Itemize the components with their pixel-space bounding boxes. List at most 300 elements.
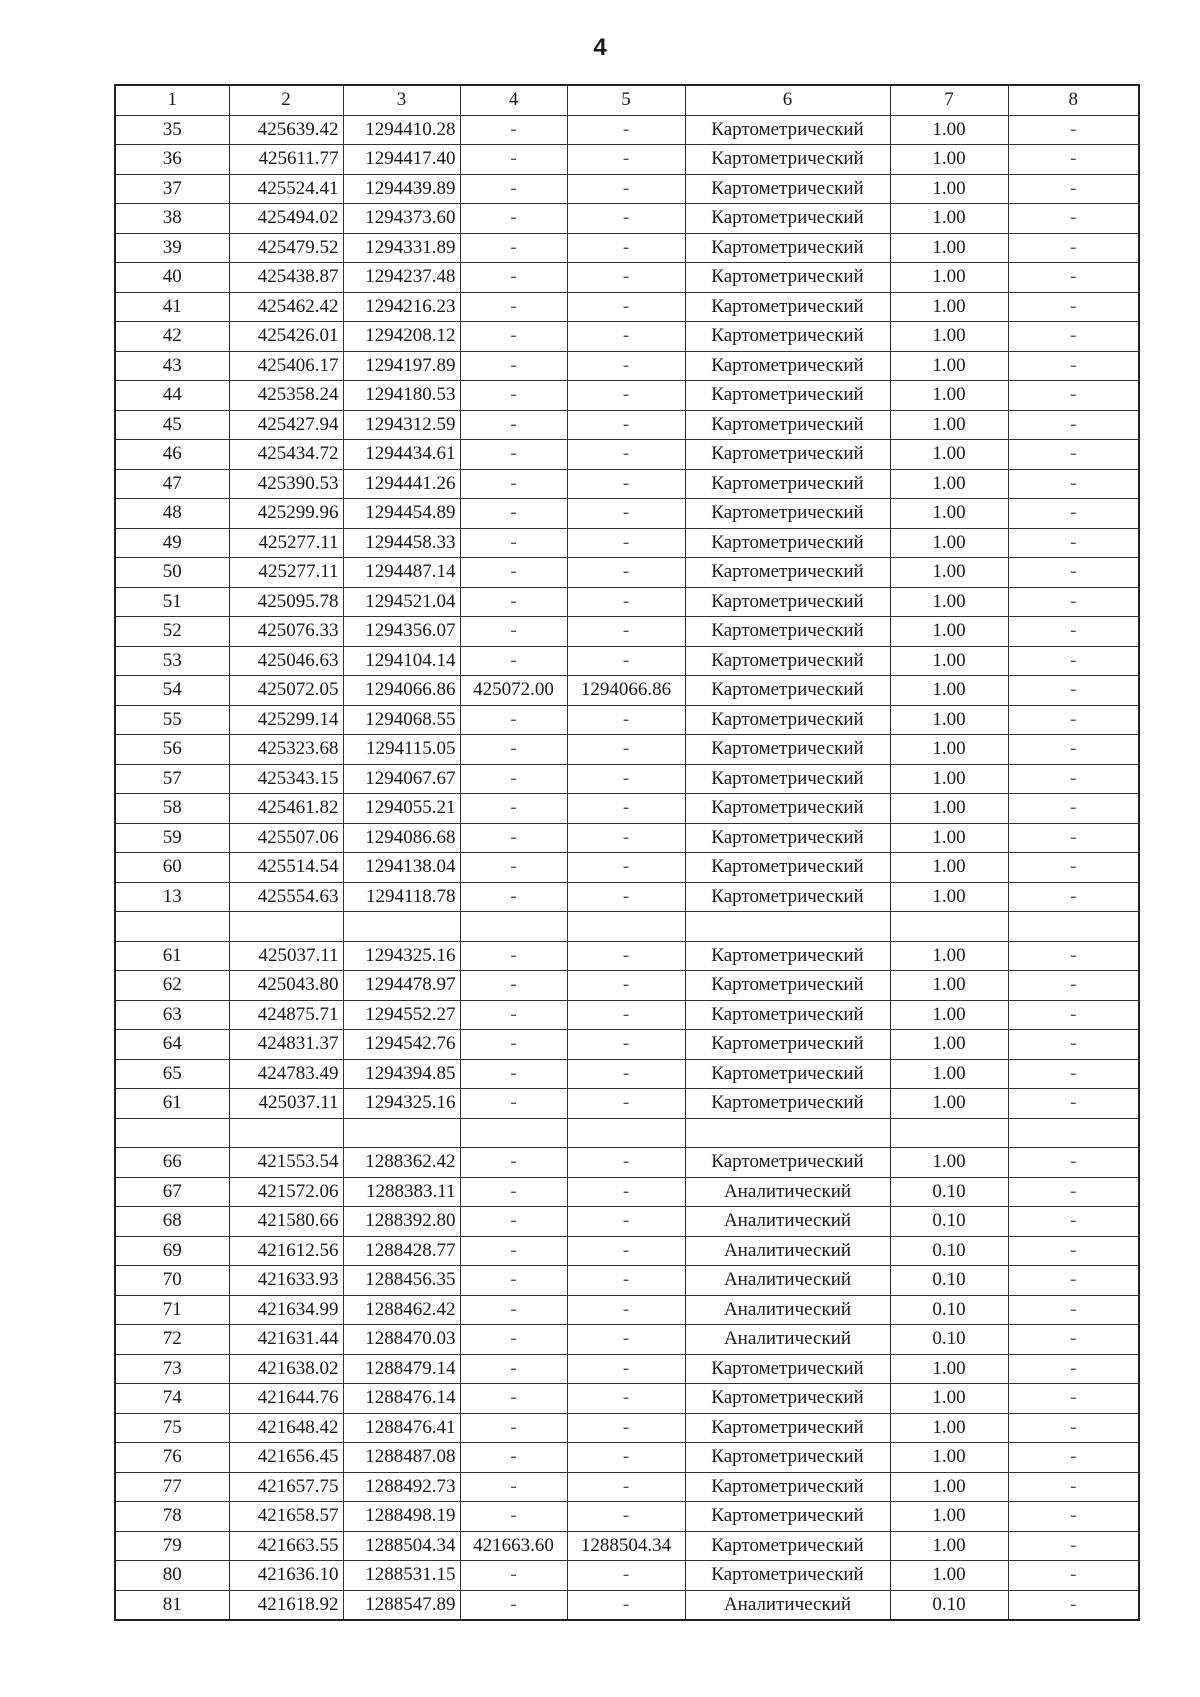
table-row — [115, 1295, 1139, 1325]
cell-y-old: - — [567, 440, 685, 470]
cell-y-old: - — [567, 410, 685, 440]
cell-point-number: 80 — [115, 1561, 229, 1591]
cell-y-old: - — [567, 1266, 685, 1296]
cell-x-old: - — [460, 1000, 567, 1030]
cell-method: Аналитический — [685, 1236, 890, 1266]
cell-x-old: - — [460, 1030, 567, 1060]
cell-description: - — [1008, 1295, 1139, 1325]
cell-y-old: 1288504.34 — [567, 1531, 685, 1561]
cell-method: Картометрический — [685, 528, 890, 558]
cell-x-old: - — [460, 1384, 567, 1414]
column-header-accuracy: 7 — [890, 85, 1008, 115]
cell-y-old: - — [567, 971, 685, 1001]
column-header-y: 3 — [343, 85, 460, 115]
cell-y-old: - — [567, 617, 685, 647]
cell-x-old: - — [460, 1089, 567, 1119]
cell-accuracy: 1.00 — [890, 410, 1008, 440]
cell-x-old: - — [460, 263, 567, 293]
cell-accuracy: 1.00 — [890, 1472, 1008, 1502]
cell-point-number: 75 — [115, 1413, 229, 1443]
cell-accuracy: 0.10 — [890, 1236, 1008, 1266]
cell-y: 1294441.26 — [343, 469, 460, 499]
cell-x: 425299.14 — [229, 705, 343, 735]
cell-description: - — [1008, 1059, 1139, 1089]
table-row — [115, 735, 1139, 765]
cell-method: Картометрический — [685, 676, 890, 706]
table-row — [115, 410, 1139, 440]
cell-description: - — [1008, 1354, 1139, 1384]
cell-x-old: - — [460, 1590, 567, 1620]
cell-accuracy: 1.00 — [890, 705, 1008, 735]
cell-x: 425434.72 — [229, 440, 343, 470]
cell-x-old: - — [460, 1354, 567, 1384]
cell-method: Картометрический — [685, 410, 890, 440]
cell-accuracy: 1.00 — [890, 617, 1008, 647]
cell-description: - — [1008, 1266, 1139, 1296]
cell-accuracy: 1.00 — [890, 1000, 1008, 1030]
cell-point-number: 66 — [115, 1148, 229, 1178]
cell-method: Картометрический — [685, 558, 890, 588]
cell-point-number: 47 — [115, 469, 229, 499]
cell-x-old: - — [460, 823, 567, 853]
cell-description: - — [1008, 292, 1139, 322]
cell-point-number: 50 — [115, 558, 229, 588]
cell-y: 1294454.89 — [343, 499, 460, 529]
cell-y: 1294458.33 — [343, 528, 460, 558]
cell-y-old: - — [567, 882, 685, 912]
cell-y-old: - — [567, 499, 685, 529]
cell-x-old: - — [460, 410, 567, 440]
table-body — [115, 115, 1139, 1620]
cell-point-number: 43 — [115, 351, 229, 381]
cell-method: Картометрический — [685, 322, 890, 352]
cell-method: Аналитический — [685, 1207, 890, 1237]
cell-y: 1294325.16 — [343, 1089, 460, 1119]
cell-x-old: - — [460, 794, 567, 824]
cell-method: Картометрический — [685, 1502, 890, 1532]
cell-description: - — [1008, 794, 1139, 824]
cell-description: - — [1008, 174, 1139, 204]
cell-point-number: 62 — [115, 971, 229, 1001]
cell-x-old: - — [460, 882, 567, 912]
cell-point-number: 73 — [115, 1354, 229, 1384]
table-row — [115, 1590, 1139, 1620]
table-row — [115, 528, 1139, 558]
cell-method: Картометрический — [685, 646, 890, 676]
cell-x-old: - — [460, 617, 567, 647]
cell-y-old: - — [567, 351, 685, 381]
cell-y-old: - — [567, 1443, 685, 1473]
cell-accuracy: 0.10 — [890, 1177, 1008, 1207]
cell-x-old: - — [460, 735, 567, 765]
cell-y-old: - — [567, 1207, 685, 1237]
cell-method: Картометрический — [685, 941, 890, 971]
cell-method: Картометрический — [685, 440, 890, 470]
table-row — [115, 499, 1139, 529]
cell-method: Аналитический — [685, 1325, 890, 1355]
cell-accuracy: 1.00 — [890, 971, 1008, 1001]
cell-accuracy: 0.10 — [890, 1590, 1008, 1620]
cell-method: Аналитический — [685, 1295, 890, 1325]
cell-x: 425277.11 — [229, 558, 343, 588]
cell-point-number: 63 — [115, 1000, 229, 1030]
table-row — [115, 823, 1139, 853]
cell-point-number: 74 — [115, 1384, 229, 1414]
table-row — [115, 1148, 1139, 1178]
cell-point-number: 79 — [115, 1531, 229, 1561]
cell-x-old: - — [460, 1502, 567, 1532]
cell-x-old: - — [460, 1266, 567, 1296]
cell-y-old: - — [567, 705, 685, 735]
cell-accuracy: 1.00 — [890, 528, 1008, 558]
cell-x-old: - — [460, 587, 567, 617]
cell-accuracy: 1.00 — [890, 292, 1008, 322]
cell-y-old: - — [567, 381, 685, 411]
cell-point-number: 64 — [115, 1030, 229, 1060]
table-row — [115, 1443, 1139, 1473]
cell-x-old: - — [460, 764, 567, 794]
cell-x: 425043.80 — [229, 971, 343, 1001]
cell-method: Картометрический — [685, 1059, 890, 1089]
cell-y: 1288498.19 — [343, 1502, 460, 1532]
cell-method: Картометрический — [685, 1354, 890, 1384]
table-row — [115, 115, 1139, 145]
cell-method — [685, 1118, 890, 1148]
cell-accuracy: 1.00 — [890, 1030, 1008, 1060]
cell-x: 425639.42 — [229, 115, 343, 145]
table-row — [115, 381, 1139, 411]
cell-x: 424875.71 — [229, 1000, 343, 1030]
cell-method: Картометрический — [685, 381, 890, 411]
cell-description: - — [1008, 617, 1139, 647]
cell-description: - — [1008, 440, 1139, 470]
cell-x — [229, 1118, 343, 1148]
cell-method: Картометрический — [685, 1531, 890, 1561]
cell-y: 1294410.28 — [343, 115, 460, 145]
cell-description: - — [1008, 853, 1139, 883]
cell-description: - — [1008, 971, 1139, 1001]
cell-y-old: 1294066.86 — [567, 676, 685, 706]
page-number: 4 — [593, 34, 607, 61]
cell-method: Картометрический — [685, 971, 890, 1001]
cell-x-old: - — [460, 115, 567, 145]
cell-y — [343, 912, 460, 942]
cell-y-old: - — [567, 1384, 685, 1414]
cell-y: 1288462.42 — [343, 1295, 460, 1325]
cell-x-old: - — [460, 1295, 567, 1325]
cell-x-old: - — [460, 499, 567, 529]
table-header-row — [115, 85, 1139, 115]
cell-method: Картометрический — [685, 705, 890, 735]
cell-x: 425406.17 — [229, 351, 343, 381]
cell-point-number: 78 — [115, 1502, 229, 1532]
cell-description: - — [1008, 410, 1139, 440]
table-row — [115, 1472, 1139, 1502]
table-row — [115, 1236, 1139, 1266]
cell-y: 1294138.04 — [343, 853, 460, 883]
cell-description: - — [1008, 1443, 1139, 1473]
cell-point-number: 56 — [115, 735, 229, 765]
cell-accuracy: 0.10 — [890, 1295, 1008, 1325]
cell-accuracy: 1.00 — [890, 322, 1008, 352]
cell-description: - — [1008, 1236, 1139, 1266]
cell-accuracy: 1.00 — [890, 263, 1008, 293]
cell-accuracy: 1.00 — [890, 941, 1008, 971]
cell-x: 425076.33 — [229, 617, 343, 647]
cell-x-old: - — [460, 204, 567, 234]
table-row — [115, 1531, 1139, 1561]
cell-y-old: - — [567, 1295, 685, 1325]
cell-x: 425390.53 — [229, 469, 343, 499]
coordinates-table — [114, 84, 1140, 1621]
table-row — [115, 204, 1139, 234]
cell-y-old: - — [567, 1000, 685, 1030]
cell-accuracy: 1.00 — [890, 1384, 1008, 1414]
cell-accuracy: 1.00 — [890, 1354, 1008, 1384]
cell-point-number: 69 — [115, 1236, 229, 1266]
cell-y: 1288362.42 — [343, 1148, 460, 1178]
cell-accuracy: 1.00 — [890, 794, 1008, 824]
cell-accuracy: 1.00 — [890, 469, 1008, 499]
cell-y: 1288476.41 — [343, 1413, 460, 1443]
cell-y: 1294325.16 — [343, 941, 460, 971]
cell-y: 1294542.76 — [343, 1030, 460, 1060]
cell-description: - — [1008, 1590, 1139, 1620]
cell-description: - — [1008, 1177, 1139, 1207]
cell-method: Картометрический — [685, 174, 890, 204]
cell-point-number — [115, 1118, 229, 1148]
cell-point-number: 51 — [115, 587, 229, 617]
cell-method: Картометрический — [685, 882, 890, 912]
cell-method: Картометрический — [685, 1000, 890, 1030]
cell-x: 425037.11 — [229, 941, 343, 971]
table-row — [115, 1207, 1139, 1237]
cell-y: 1288392.80 — [343, 1207, 460, 1237]
cell-y: 1294115.05 — [343, 735, 460, 765]
cell-description: - — [1008, 1000, 1139, 1030]
cell-x: 425438.87 — [229, 263, 343, 293]
cell-point-number: 38 — [115, 204, 229, 234]
cell-method: Аналитический — [685, 1266, 890, 1296]
table-row — [115, 912, 1139, 942]
table-row — [115, 853, 1139, 883]
cell-accuracy — [890, 1118, 1008, 1148]
cell-description: - — [1008, 145, 1139, 175]
cell-y-old: - — [567, 1561, 685, 1591]
cell-method: Картометрический — [685, 233, 890, 263]
table-row — [115, 351, 1139, 381]
cell-accuracy: 1.00 — [890, 1148, 1008, 1178]
cell-x-old — [460, 1118, 567, 1148]
table-row — [115, 1118, 1139, 1148]
cell-x-old — [460, 912, 567, 942]
cell-x-old: - — [460, 853, 567, 883]
cell-y: 1294439.89 — [343, 174, 460, 204]
cell-y: 1294086.68 — [343, 823, 460, 853]
cell-method: Картометрический — [685, 764, 890, 794]
cell-point-number: 81 — [115, 1590, 229, 1620]
cell-description: - — [1008, 1531, 1139, 1561]
cell-y-old: - — [567, 1030, 685, 1060]
cell-point-number: 57 — [115, 764, 229, 794]
cell-y: 1294312.59 — [343, 410, 460, 440]
cell-y: 1294216.23 — [343, 292, 460, 322]
table-row — [115, 1089, 1139, 1119]
cell-x: 425358.24 — [229, 381, 343, 411]
cell-point-number: 46 — [115, 440, 229, 470]
cell-x: 421631.44 — [229, 1325, 343, 1355]
cell-y: 1294237.48 — [343, 263, 460, 293]
cell-y-old: - — [567, 1354, 685, 1384]
cell-method: Аналитический — [685, 1177, 890, 1207]
cell-y-old: - — [567, 1590, 685, 1620]
cell-point-number: 59 — [115, 823, 229, 853]
cell-accuracy: 1.00 — [890, 882, 1008, 912]
cell-method: Картометрический — [685, 587, 890, 617]
cell-y-old: - — [567, 1472, 685, 1502]
cell-accuracy: 1.00 — [890, 440, 1008, 470]
cell-method: Картометрический — [685, 1561, 890, 1591]
cell-y: 1288383.11 — [343, 1177, 460, 1207]
cell-x: 425524.41 — [229, 174, 343, 204]
cell-x: 425095.78 — [229, 587, 343, 617]
cell-point-number: 77 — [115, 1472, 229, 1502]
cell-accuracy: 1.00 — [890, 1089, 1008, 1119]
cell-y: 1294417.40 — [343, 145, 460, 175]
cell-y-old: - — [567, 823, 685, 853]
table-row — [115, 646, 1139, 676]
cell-accuracy: 0.10 — [890, 1207, 1008, 1237]
cell-accuracy: 1.00 — [890, 558, 1008, 588]
cell-description: - — [1008, 233, 1139, 263]
cell-y-old: - — [567, 764, 685, 794]
cell-accuracy: 1.00 — [890, 351, 1008, 381]
cell-y: 1288479.14 — [343, 1354, 460, 1384]
column-header-point-number: 1 — [115, 85, 229, 115]
cell-x: 425462.42 — [229, 292, 343, 322]
cell-y: 1288476.14 — [343, 1384, 460, 1414]
cell-accuracy: 1.00 — [890, 174, 1008, 204]
cell-x: 425494.02 — [229, 204, 343, 234]
cell-description: - — [1008, 882, 1139, 912]
table-row — [115, 233, 1139, 263]
cell-description: - — [1008, 263, 1139, 293]
cell-y: 1294478.97 — [343, 971, 460, 1001]
cell-x-old: - — [460, 1236, 567, 1266]
cell-y-old: - — [567, 1059, 685, 1089]
cell-point-number: 54 — [115, 676, 229, 706]
cell-description: - — [1008, 587, 1139, 617]
cell-point-number: 42 — [115, 322, 229, 352]
cell-description: - — [1008, 381, 1139, 411]
cell-y-old: - — [567, 646, 685, 676]
cell-description: - — [1008, 558, 1139, 588]
cell-method: Картометрический — [685, 1443, 890, 1473]
cell-accuracy: 1.00 — [890, 764, 1008, 794]
cell-method: Картометрический — [685, 204, 890, 234]
cell-accuracy: 1.00 — [890, 676, 1008, 706]
cell-y-old — [567, 1118, 685, 1148]
cell-point-number: 55 — [115, 705, 229, 735]
cell-method: Картометрический — [685, 1089, 890, 1119]
table-row — [115, 174, 1139, 204]
cell-x-old: - — [460, 1177, 567, 1207]
cell-accuracy: 1.00 — [890, 646, 1008, 676]
table-row — [115, 764, 1139, 794]
cell-method: Картометрический — [685, 823, 890, 853]
cell-method: Картометрический — [685, 853, 890, 883]
table-row — [115, 292, 1139, 322]
cell-method: Картометрический — [685, 1413, 890, 1443]
cell-description: - — [1008, 1561, 1139, 1591]
cell-x: 421644.76 — [229, 1384, 343, 1414]
cell-point-number: 45 — [115, 410, 229, 440]
cell-y-old: - — [567, 233, 685, 263]
cell-point-number: 41 — [115, 292, 229, 322]
cell-y: 1294552.27 — [343, 1000, 460, 1030]
cell-y-old: - — [567, 941, 685, 971]
table-row — [115, 263, 1139, 293]
cell-description: - — [1008, 764, 1139, 794]
cell-x-old: - — [460, 1325, 567, 1355]
cell-y: 1288492.73 — [343, 1472, 460, 1502]
cell-x-old: 425072.00 — [460, 676, 567, 706]
cell-x-old: 421663.60 — [460, 1531, 567, 1561]
cell-x: 425479.52 — [229, 233, 343, 263]
cell-y: 1288504.34 — [343, 1531, 460, 1561]
table-row — [115, 587, 1139, 617]
cell-description: - — [1008, 705, 1139, 735]
cell-method: Картометрический — [685, 263, 890, 293]
cell-description: - — [1008, 528, 1139, 558]
cell-x-old: - — [460, 558, 567, 588]
cell-x: 421663.55 — [229, 1531, 343, 1561]
table-row — [115, 1502, 1139, 1532]
cell-description: - — [1008, 115, 1139, 145]
cell-point-number — [115, 912, 229, 942]
cell-x: 425046.63 — [229, 646, 343, 676]
cell-accuracy: 1.00 — [890, 1059, 1008, 1089]
cell-x: 421612.56 — [229, 1236, 343, 1266]
cell-x-old: - — [460, 1443, 567, 1473]
cell-y-old: - — [567, 292, 685, 322]
cell-accuracy: 1.00 — [890, 1502, 1008, 1532]
cell-description: - — [1008, 1384, 1139, 1414]
cell-accuracy: 1.00 — [890, 1413, 1008, 1443]
cell-y: 1288531.15 — [343, 1561, 460, 1591]
cell-x-old: - — [460, 174, 567, 204]
cell-accuracy: 1.00 — [890, 853, 1008, 883]
cell-point-number: 35 — [115, 115, 229, 145]
column-header-y-old: 5 — [567, 85, 685, 115]
cell-x: 421633.93 — [229, 1266, 343, 1296]
cell-point-number: 44 — [115, 381, 229, 411]
cell-description: - — [1008, 823, 1139, 853]
table-row — [115, 1384, 1139, 1414]
cell-x: 421636.10 — [229, 1561, 343, 1591]
table-row — [115, 971, 1139, 1001]
cell-y-old: - — [567, 558, 685, 588]
cell-accuracy: 1.00 — [890, 381, 1008, 411]
cell-accuracy — [890, 912, 1008, 942]
cell-x-old: - — [460, 971, 567, 1001]
cell-y-old: - — [567, 263, 685, 293]
cell-description: - — [1008, 1089, 1139, 1119]
cell-y-old: - — [567, 1325, 685, 1355]
cell-x: 421553.54 — [229, 1148, 343, 1178]
cell-x-old: - — [460, 528, 567, 558]
cell-description — [1008, 1118, 1139, 1148]
